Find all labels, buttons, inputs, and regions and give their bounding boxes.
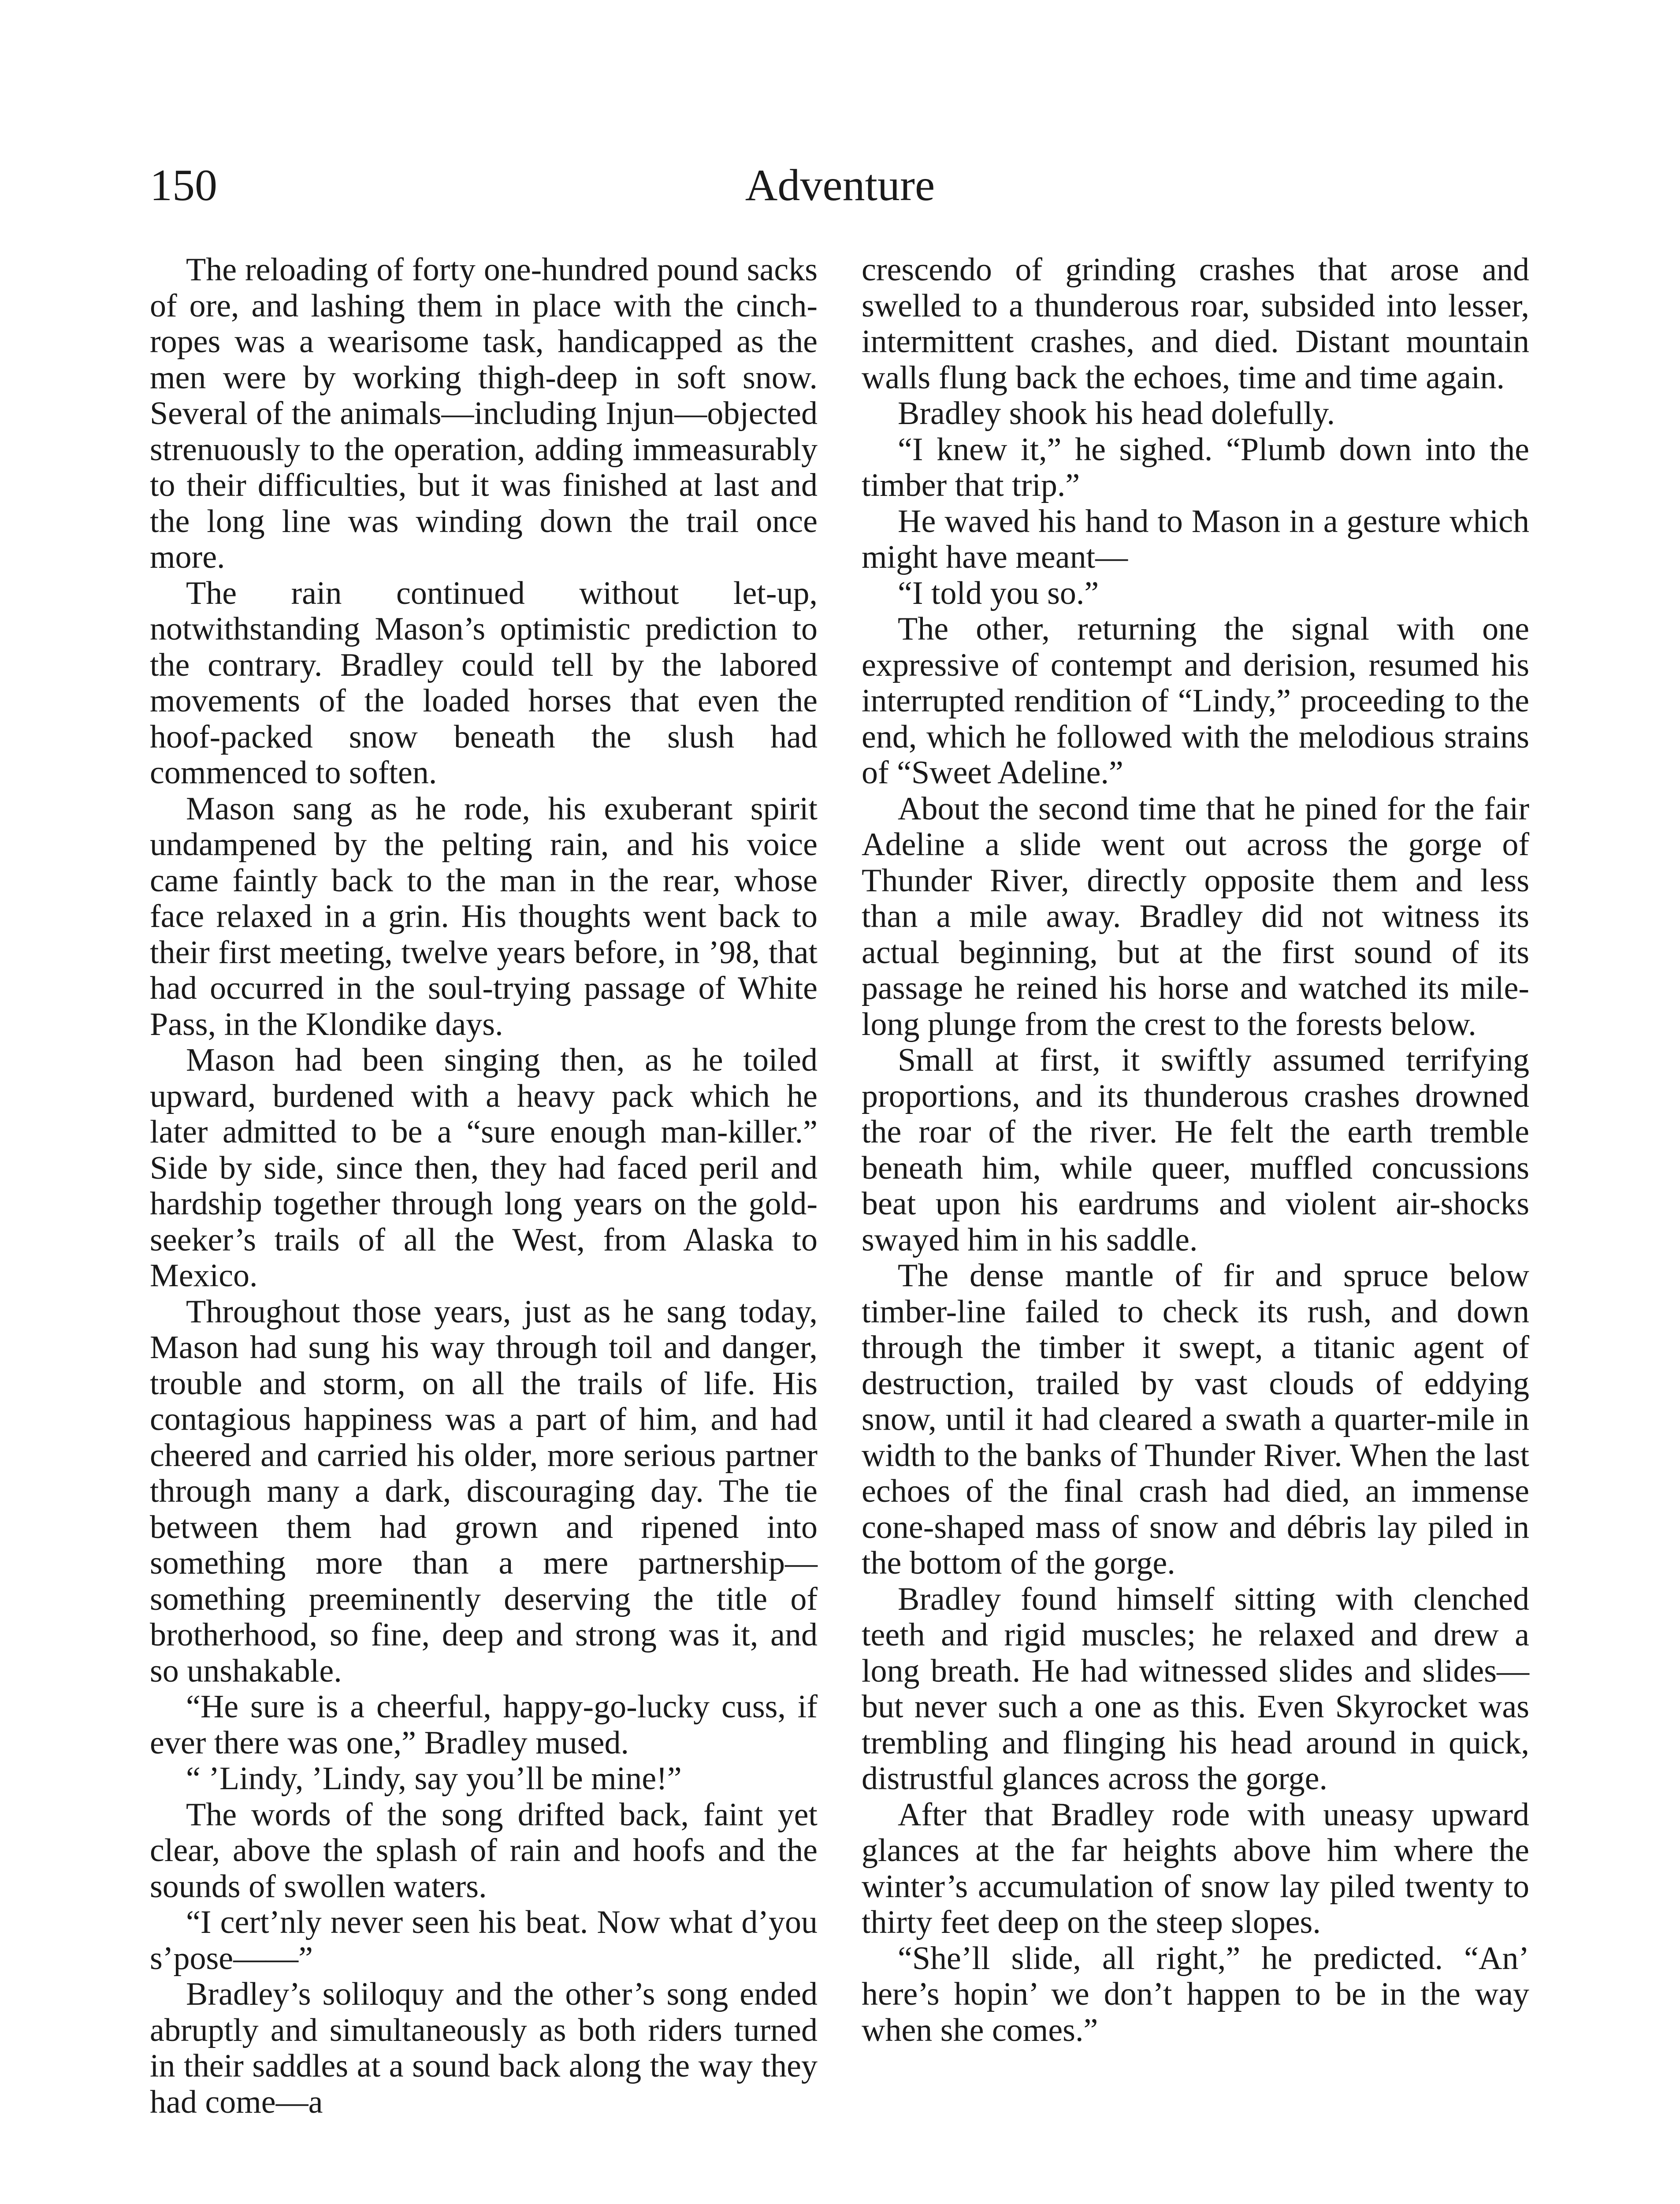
paragraph: The other, returning the signal with one expressive of contempt and derision, resumed his interrupted rendition of “Lindy,” proceeding to the end, which he followed with the melodious strains of “Sweet Adeline.” — [862, 611, 1529, 791]
magazine-title: Adventure — [745, 160, 935, 210]
paragraph: Throughout those years, just as he sang today, Mason had sung his way through toil and danger, trouble and storm, on all the trails of life. His contagious happiness was a part of him, and had cheered and carried his older, more serious partner through many a dark, discouraging day. The tie between them had grown and ripened into something more than a mere partnership—something preeminently deserving the title of brotherhood, so fine, deep and strong was it, and so unshakable. — [150, 1293, 818, 1689]
paragraph: “I cert’nly never seen his beat. Now what d’you s’pose——” — [150, 1904, 818, 1977]
paragraph: The reloading of forty one-hundred pound sacks of ore, and lashing them in place with the cinch-ropes was a wearisome task, handicapped as the men were by working thigh-deep in soft snow. Several of the animals—including Injun—objected strenuously to the operation, adding immeasurably to their difficulties, but it was finished at last and the long line was winding down the trail once more. — [150, 252, 818, 575]
right-column — [862, 252, 1529, 2048]
paragraph: The words of the song drifted back, faint yet clear, above the splash of rain and hoofs and the sounds of swollen waters. — [150, 1796, 818, 1905]
paragraph-continuation: crescendo of grinding crashes that arose and swelled to a thunderous roar, subsided into lesser, intermittent crashes, and died. Distant mountain walls flung back the echoes, time and time again. — [862, 252, 1529, 396]
paragraph: “She’ll slide, all right,” he predicted. “An’ here’s hopin’ we don’t happen to be in the way when she comes.” — [862, 1940, 1529, 2048]
paragraph: Mason sang as he rode, his exuberant spirit undampened by the pelting rain, and his voice came faintly back to the man in the rear, whose face relaxed in a grin. His thoughts went back to their first meeting, twelve years before, in ’98, that had occurred in the soul-trying passage of White Pass, in the Klondike days. — [150, 790, 818, 1042]
paragraph: About the second time that he pined for the fair Adeline a slide went out across the gorge of Thunder River, directly opposite them and less than a mile away. Bradley did not witness its actual beginning, but at the first sound of its passage he reined his horse and watched its mile-long plunge from the crest to the forests below. — [862, 790, 1529, 1042]
paragraph: “I told you so.” — [898, 575, 1099, 611]
paragraph: Bradley’s soliloquy and the other’s song ended abruptly and simultaneously as both riders turned in their saddles at a sound back along the way they had come—a — [150, 1976, 818, 2120]
paragraph: Bradley shook his head dolefully. — [898, 395, 1335, 432]
left-column — [150, 252, 818, 2120]
paragraph: The dense mantle of fir and spruce below timber-line failed to check its rush, and down through the timber it swept, a titanic agent of destruction, trailed by vast clouds of eddying snow, until it had cleared a swath a quarter-mile in width to the banks of Thunder River. When the last echoes of the final crash had died, an immense cone-shaped mass of snow and débris lay piled in the bottom of the gorge. — [862, 1258, 1529, 1581]
paragraph: The rain continued without let-up, notwithstanding Mason’s optimistic prediction to the contrary. Bradley could tell by the labored movements of the loaded horses that even the hoof-packed snow beneath the slush had commenced to soften. — [150, 575, 818, 791]
paragraph: Bradley found himself sitting with clenched teeth and rigid muscles; he relaxed and drew a long breath. He had witnessed slides and slides—but never such a one as this. Even Skyrocket was trembling and flinging his head around in quick, distrustful glances across the gorge. — [862, 1581, 1529, 1797]
paragraph: After that Bradley rode with uneasy upward glances at the far heights above him where the winter’s accumulation of snow lay piled twenty to thirty feet deep on the steep slopes. — [862, 1796, 1529, 1940]
paragraph: “He sure is a cheerful, happy-go-lucky cuss, if ever there was one,” Bradley mused. — [150, 1689, 818, 1761]
paragraph: “I knew it,” he sighed. “Plumb down into the timber that trip.” — [862, 431, 1529, 503]
paragraph: Small at first, it swiftly assumed terrifying proportions, and its thunderous crashes drowned the roar of the river. He felt the earth tremble beneath him, while queer, muffled concussions beat upon his eardrums and violent air-shocks swayed him in his saddle. — [862, 1042, 1529, 1258]
song-line: “ ’Lindy, ’Lindy, say you’ll be mine!” — [186, 1761, 682, 1797]
paragraph: He waved his hand to Mason in a gesture which might have meant— — [862, 503, 1529, 575]
page-number: 150 — [150, 160, 217, 210]
paragraph: Mason had been singing then, as he toiled upward, burdened with a heavy pack which he later admitted to be a “sure enough man-killer.” Side by side, since then, they had faced peril and hardship together through long years on the gold-seeker’s trails of all the West, from Alaska to Mexico. — [150, 1042, 818, 1294]
